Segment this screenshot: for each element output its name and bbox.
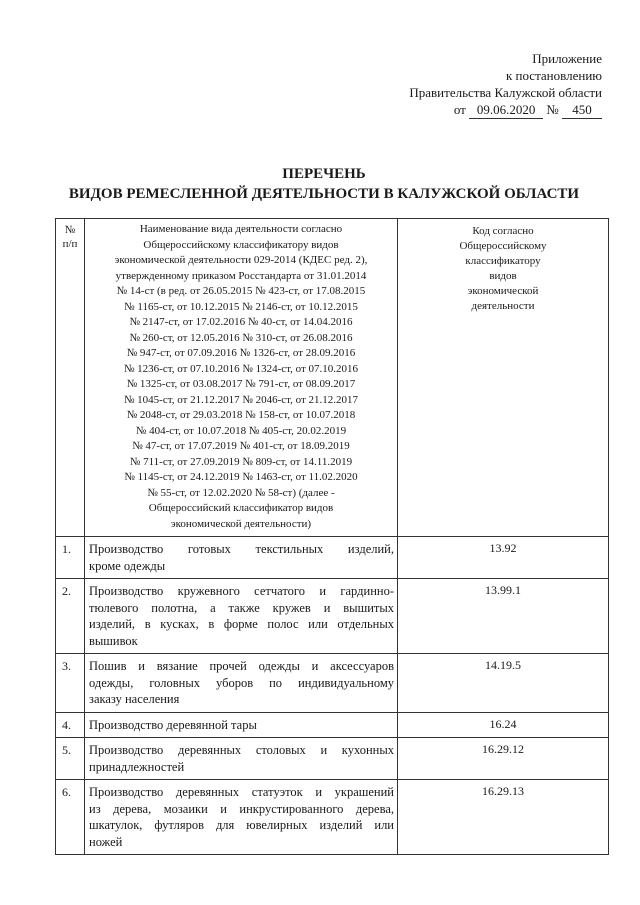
header-name-line: № 47-ст, от 17.07.2019 № 401-ст, от 18.09.2019 bbox=[132, 440, 350, 452]
header-name-line: Общероссийский классификатор видов bbox=[148, 502, 334, 514]
header-code-line: классификатору bbox=[465, 255, 541, 267]
row-number: 2. bbox=[56, 579, 85, 654]
table-row bbox=[56, 537, 609, 579]
title-line-1: ПЕРЕЧЕНЬ bbox=[282, 166, 366, 182]
header-name-line: экономической деятельности) bbox=[170, 517, 312, 530]
row-number: 4. bbox=[56, 712, 85, 738]
header-code-line: видов bbox=[489, 270, 517, 282]
row-activity-code: 16.24 bbox=[398, 712, 609, 738]
header-code-line: экономической bbox=[467, 285, 539, 297]
row-activity-name bbox=[85, 712, 398, 738]
activity-name-line: Производство деревянной тары bbox=[89, 717, 257, 732]
activity-name-line: заказу населения bbox=[89, 692, 180, 706]
activities-table-body bbox=[56, 219, 609, 855]
header-name-line: № 2048-ст, от 29.03.2018 № 158-ст, от 10.07.2018 bbox=[126, 409, 356, 421]
activity-name-line: изделий, в кусках, в форме полос или отдельных bbox=[89, 617, 394, 631]
activity-name-line: Производство кружевного сетчатого и гардинно- bbox=[89, 584, 394, 598]
header-number-sign: № bbox=[64, 224, 76, 236]
header-code-cell bbox=[398, 219, 609, 537]
header-name-cell bbox=[85, 219, 398, 537]
table-row bbox=[56, 780, 609, 855]
header-name-line: № 1236-ст, от 07.10.2016 № 1324-ст, от 07.10.2016 bbox=[123, 362, 359, 375]
document-title bbox=[40, 164, 608, 204]
header-name-line: № 2147-ст, от 17.02.2016 № 40-ст, от 14.04.2016 bbox=[129, 316, 353, 328]
appendix-line-3: Правительства Калужской области bbox=[409, 85, 602, 100]
header-name-line: № 1045-ст, от 21.12.2017 № 2046-ст, от 21.12.2017 bbox=[123, 393, 359, 406]
header-name-line: Общероссийскому классификатору видов bbox=[143, 238, 339, 251]
activity-name-line: тюлевого полотна, а также кружев и вышитых bbox=[89, 600, 394, 615]
row-activity-name bbox=[85, 738, 398, 780]
appendix-line-2: к постановлению bbox=[505, 68, 602, 83]
appendix-date-line bbox=[409, 101, 602, 119]
title-line-2: ВИДОВ РЕМЕСЛЕННОЙ ДЕЯТЕЛЬНОСТИ В КАЛУЖСКОЙ ОБЛАСТИ bbox=[68, 186, 580, 202]
header-name-line: Наименование вида деятельности согласно bbox=[139, 223, 343, 235]
activity-name-line: шкатулок, футляров для ювелирных изделий или bbox=[89, 818, 394, 832]
activities-table bbox=[55, 218, 609, 855]
row-number: 1. bbox=[56, 537, 85, 579]
row-activity-name bbox=[85, 654, 398, 713]
row-activity-code: 13.99.1 bbox=[398, 579, 609, 654]
resolution-number: 450 bbox=[562, 101, 602, 119]
table-row bbox=[56, 654, 609, 713]
header-number-abbr: п/п bbox=[62, 238, 78, 250]
row-number: 3. bbox=[56, 654, 85, 713]
header-name-line: № 1145-ст, от 24.12.2019 № 1463-ст, от 11.02.2020 bbox=[124, 471, 358, 483]
activity-name-line: кроме одежды bbox=[89, 558, 166, 573]
row-number: 5. bbox=[56, 738, 85, 780]
activity-name-line: вышивок bbox=[89, 633, 138, 648]
activity-name-line: из дерева, мозаики и инкрустированного дерева, bbox=[89, 801, 394, 816]
header-name-line: № 1325-ст, от 03.08.2017 № 791-ст, от 08.09.2017 bbox=[126, 378, 356, 390]
resolution-date: 09.06.2020 bbox=[469, 101, 543, 119]
header-number-cell bbox=[56, 219, 85, 537]
header-code-line: Код согласно bbox=[472, 225, 534, 237]
number-sign: № bbox=[546, 102, 559, 117]
table-row bbox=[56, 712, 609, 738]
header-name-line: экономической деятельности 029-2014 (КДЕС ред. 2), bbox=[114, 254, 368, 266]
header-code-line: деятельности bbox=[471, 300, 535, 312]
activity-name-line: Производство готовых текстильных изделий, bbox=[89, 542, 394, 556]
header-code-line: Общероссийскому bbox=[459, 240, 547, 252]
activity-name-line: ножей bbox=[89, 834, 123, 849]
table-row bbox=[56, 579, 609, 654]
header-name-line: № 14-ст (в ред. от 26.05.2015 № 423-ст, от 17.08.2015 bbox=[116, 285, 366, 297]
activity-name-line: Производство деревянных столовых и кухонных bbox=[89, 743, 394, 757]
row-activity-code: 14.19.5 bbox=[398, 654, 609, 713]
activity-name-line: одежды, головных уборов по индивидуальному bbox=[89, 675, 394, 690]
header-name-line: № 260-ст, от 12.05.2016 № 310-ст, от 26.08.2016 bbox=[129, 331, 353, 344]
appendix-line-1: Приложение bbox=[532, 51, 602, 66]
row-activity-code: 16.29.12 bbox=[398, 738, 609, 780]
activity-name-line: принадлежностей bbox=[89, 759, 185, 774]
header-name-line: № 711-ст, от 27.09.2019 № 809-ст, от 14.11.2019 bbox=[129, 455, 353, 468]
row-activity-code: 16.29.13 bbox=[398, 780, 609, 855]
row-number: 6. bbox=[56, 780, 85, 855]
row-activity-name bbox=[85, 579, 398, 654]
table-header-row bbox=[56, 219, 609, 537]
activity-name-line: Пошив и вязание прочей одежды и аксессуаров bbox=[89, 659, 394, 673]
row-activity-name bbox=[85, 780, 398, 855]
table-row bbox=[56, 738, 609, 780]
header-name-line: утвержденному приказом Росстандарта от 31.01.2014 bbox=[115, 269, 367, 282]
activity-name-line: Производство деревянных статуэток и украшений bbox=[89, 785, 394, 799]
row-activity-code: 13.92 bbox=[398, 537, 609, 579]
header-name-line: № 55-ст, от 12.02.2020 № 58-ст) (далее - bbox=[147, 486, 335, 499]
from-label: от bbox=[453, 102, 466, 117]
appendix-block bbox=[409, 50, 602, 119]
header-name-line: № 947-ст, от 07.09.2016 № 1326-ст, от 28.09.2016 bbox=[126, 347, 356, 359]
row-activity-name bbox=[85, 537, 398, 579]
header-name-line: № 1165-ст, от 10.12.2015 № 2146-ст, от 10.12.2015 bbox=[124, 300, 358, 313]
header-name-line: № 404-ст, от 10.07.2018 № 405-ст, 20.02.2019 bbox=[135, 424, 347, 437]
